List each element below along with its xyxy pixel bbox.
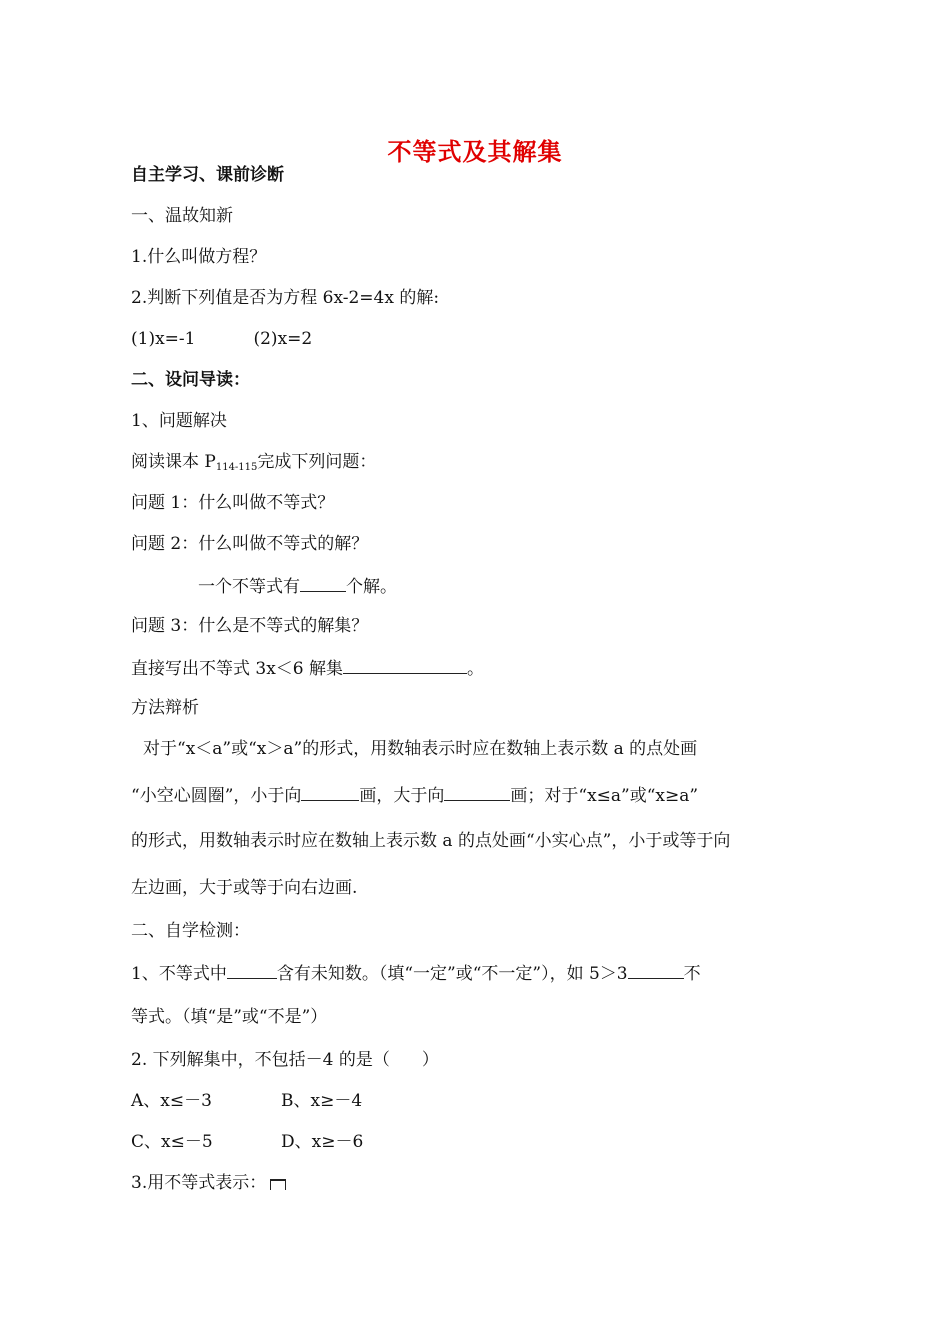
problem-1: 问题 1：什么叫做不等式？ [131,493,335,513]
check-text: 不 [683,964,701,984]
subsection-1: 1、问题解决 [131,411,227,431]
check-text: 3.用不等式表示： [131,1173,267,1193]
question-1: 1.什么叫做方程？ [131,247,267,267]
problem-2: 问题 2：什么叫做不等式的解？ [131,534,369,554]
method-text: 画；对于“x≤a”或“x≥a” [510,786,699,806]
check-2 [131,1049,439,1071]
check-text: 含有未知数。（填“一定”或“不一定”），如 5＞3 [276,964,628,984]
problem-2-fill [198,574,397,598]
choice-b: B、x≥－4 [281,1091,363,1111]
check-text: 2. 下列解集中，不包括－4 的是（ [131,1050,390,1070]
page-range: 114-115 [215,462,258,473]
problem-3-fill [131,656,484,680]
choice-a: A、x≤－3 [131,1091,212,1111]
answer-blank[interactable] [300,574,346,592]
choices-row-2 [131,1131,363,1153]
fill-text-end: 。 [467,659,485,679]
answer-blank[interactable] [343,656,467,674]
page-title: 不等式及其解集 [387,137,563,166]
check-1 [131,961,701,985]
answer-blank[interactable] [628,961,684,979]
part3-heading: 二、自学检测： [131,921,250,941]
answer-blank[interactable] [444,783,510,801]
part1-heading: 一、温故知新 [131,206,233,226]
method-heading: 方法辩析 [131,698,199,718]
choice-d: D、x≥－6 [281,1132,364,1152]
check-3 [131,1172,286,1194]
check-text-end: ） [421,1050,439,1070]
section-heading: 自主学习、课前诊断 [131,165,284,185]
fill-text: 一个不等式有 [198,577,300,597]
question-2-options [131,328,312,350]
reading-text: 阅读课本 P [131,452,216,472]
bracket-mark [270,1179,286,1190]
method-text: “小空心圆圈”，小于向 [131,786,302,806]
option-1: (1)x=-1 [131,329,196,349]
fill-text: 直接写出不等式 3x＜6 解集 [131,659,344,679]
method-text: 画，大于向 [359,786,445,806]
method-line-2 [131,783,698,807]
answer-blank[interactable] [227,961,277,979]
question-2: 2.判断下列值是否为方程 6x-2=4x 的解: [131,288,440,308]
option-2: (2)x=2 [253,329,313,349]
answer-blank[interactable] [301,783,359,801]
choices-row-1 [131,1090,362,1112]
reading-text-end: 完成下列问题： [257,452,377,472]
method-line-4: 左边画，大于或等于向右边画. [131,878,358,898]
method-line-1: 对于“x＜a”或“x＞a”的形式，用数轴表示时应在数轴上表示数 a 的点处画 [143,739,698,759]
problem-3: 问题 3：什么是不等式的解集？ [131,616,369,636]
reading-instruction [131,451,376,479]
check-text: 1、不等式中 [131,964,227,984]
check-1-continued: 等式。（填“是”或“不是”） [131,1007,328,1027]
part2-heading: 二、设问导读： [131,370,250,390]
fill-text-end: 个解。 [346,577,397,597]
choice-c: C、x≤－5 [131,1132,213,1152]
method-line-3: 的形式，用数轴表示时应在数轴上表示数 a 的点处画“小实心点”，小于或等于向 [131,831,731,851]
